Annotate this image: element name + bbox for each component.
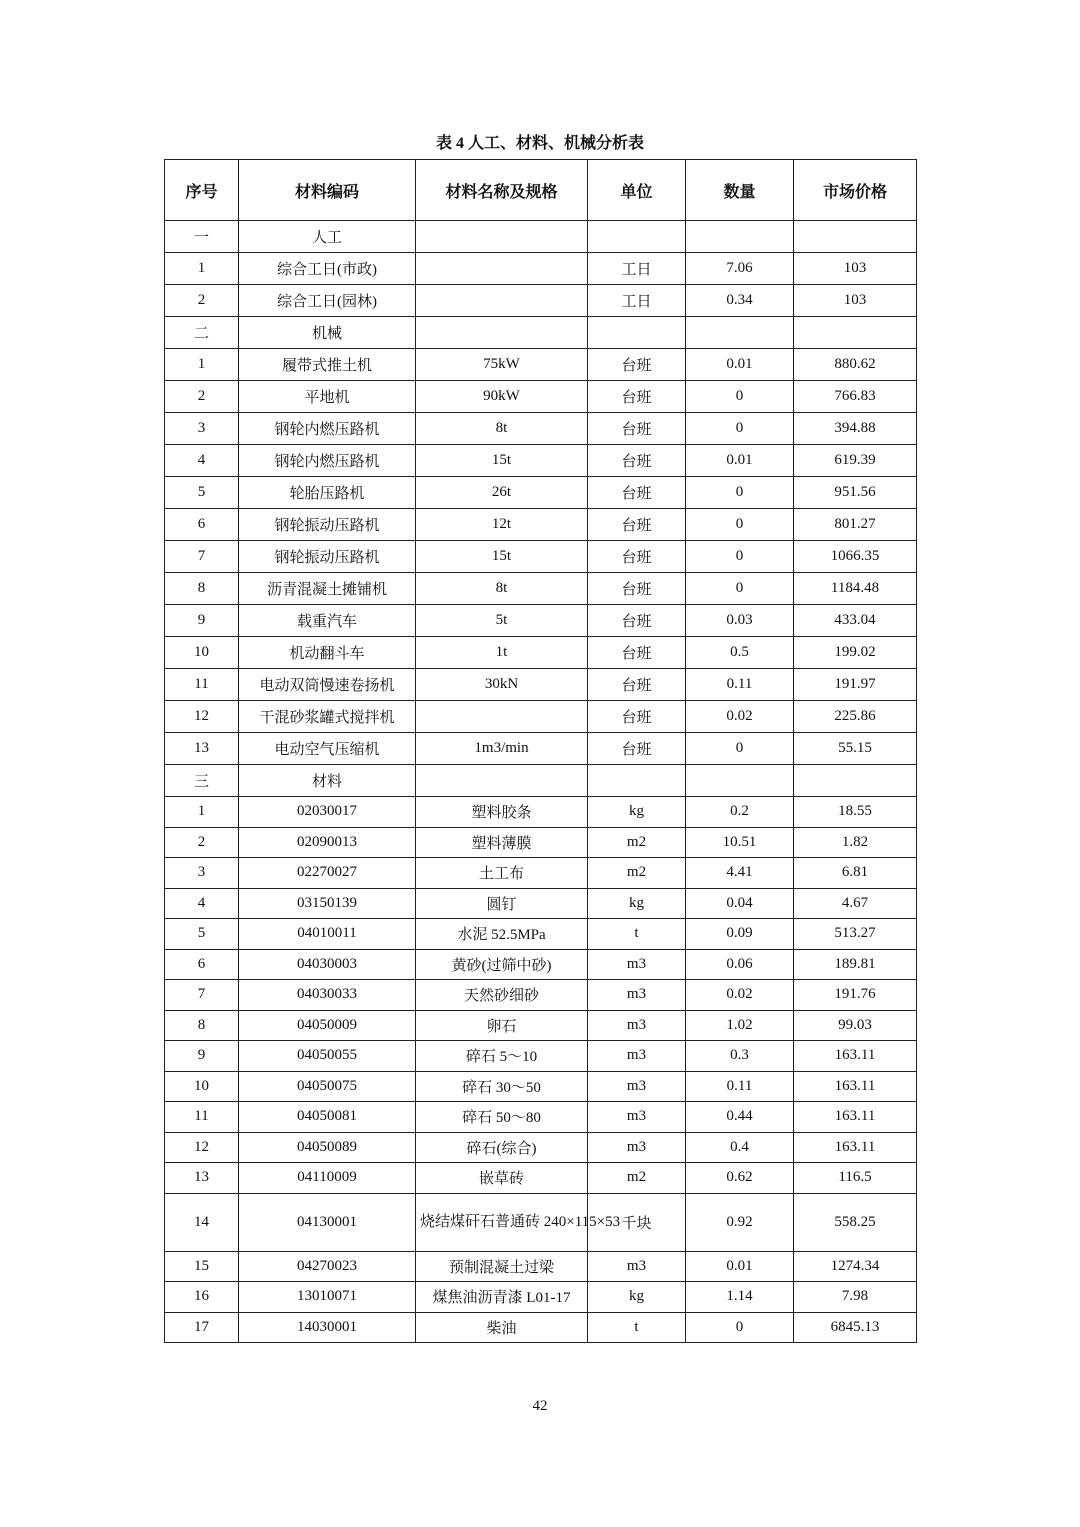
cell-name: 天然砂细砂 xyxy=(416,980,588,1011)
cell-code: 04030033 xyxy=(239,980,416,1011)
table-row xyxy=(165,919,917,950)
cell-name: 塑料薄膜 xyxy=(416,827,588,858)
cell-index: 10 xyxy=(165,1071,239,1102)
cell-quantity: 1.14 xyxy=(686,1282,794,1313)
cell-code: 04050009 xyxy=(239,1010,416,1041)
cell-code: 04270023 xyxy=(239,1251,416,1282)
cell-price: 513.27 xyxy=(794,919,917,950)
cell-quantity: 0.01 xyxy=(686,349,794,381)
cell-unit: m3 xyxy=(588,1132,686,1163)
cell-unit: 台班 xyxy=(588,509,686,541)
cell-code: 综合工日(市政) xyxy=(239,253,416,285)
header-index: 序号 xyxy=(165,160,239,221)
cell-name: 烧结煤矸石普通砖 240×115×53 xyxy=(416,1193,588,1251)
cell-code: 04050075 xyxy=(239,1071,416,1102)
cell-quantity: 0.62 xyxy=(686,1163,794,1194)
table-row xyxy=(165,858,917,889)
cell-name: 8t xyxy=(416,573,588,605)
cell-code: 平地机 xyxy=(239,381,416,413)
cell-price: 951.56 xyxy=(794,477,917,509)
cell-unit: 台班 xyxy=(588,733,686,765)
cell-price: 6.81 xyxy=(794,858,917,889)
cell-index: 7 xyxy=(165,980,239,1011)
cell-name xyxy=(416,701,588,733)
cell-name: 30kN xyxy=(416,669,588,701)
cell-name: 碎石 5～10 xyxy=(416,1041,588,1072)
cell-unit: m3 xyxy=(588,980,686,1011)
cell-price: 103 xyxy=(794,253,917,285)
cell-code: 钢轮振动压路机 xyxy=(239,541,416,573)
cell-index: 1 xyxy=(165,797,239,828)
cell-price: 1.82 xyxy=(794,827,917,858)
cell-unit: m3 xyxy=(588,1102,686,1133)
cell-index: 一 xyxy=(165,221,239,253)
table-row xyxy=(165,701,917,733)
cell-price: 18.55 xyxy=(794,797,917,828)
cell-price: 116.5 xyxy=(794,1163,917,1194)
cell-index: 13 xyxy=(165,733,239,765)
table-row xyxy=(165,1193,917,1251)
cell-code: 04010011 xyxy=(239,919,416,950)
table-row xyxy=(165,1071,917,1102)
header-market-price: 市场价格 xyxy=(794,160,917,221)
cell-name: 15t xyxy=(416,445,588,477)
cell-name: 26t xyxy=(416,477,588,509)
table-row xyxy=(165,827,917,858)
table-row xyxy=(165,797,917,828)
cell-code: 03150139 xyxy=(239,888,416,919)
cell-name: 柴油 xyxy=(416,1312,588,1343)
cell-code: 02270027 xyxy=(239,858,416,889)
cell-price: 103 xyxy=(794,285,917,317)
cell-index: 2 xyxy=(165,285,239,317)
cell-name: 圆钉 xyxy=(416,888,588,919)
cell-price: 191.97 xyxy=(794,669,917,701)
cell-price: 766.83 xyxy=(794,381,917,413)
cell-code: 机动翻斗车 xyxy=(239,637,416,669)
cell-unit: m2 xyxy=(588,858,686,889)
cell-code: 13010071 xyxy=(239,1282,416,1313)
header-name-spec: 材料名称及规格 xyxy=(416,160,588,221)
table-row xyxy=(165,949,917,980)
header-unit: 单位 xyxy=(588,160,686,221)
cell-price: 163.11 xyxy=(794,1102,917,1133)
cell-unit: m3 xyxy=(588,1251,686,1282)
cell-unit xyxy=(588,317,686,349)
cell-quantity: 0.44 xyxy=(686,1102,794,1133)
cell-unit: 台班 xyxy=(588,381,686,413)
cell-unit: 千块 xyxy=(588,1193,686,1251)
table-row xyxy=(165,445,917,477)
cell-price: 225.86 xyxy=(794,701,917,733)
cell-index: 3 xyxy=(165,413,239,445)
table-row xyxy=(165,1132,917,1163)
cell-unit: m2 xyxy=(588,1163,686,1194)
cell-price: 191.76 xyxy=(794,980,917,1011)
cell-name: 8t xyxy=(416,413,588,445)
cell-quantity: 4.41 xyxy=(686,858,794,889)
cell-price: 801.27 xyxy=(794,509,917,541)
cell-unit: kg xyxy=(588,1282,686,1313)
cell-code: 钢轮内燃压路机 xyxy=(239,413,416,445)
cell-code: 材料 xyxy=(239,765,416,797)
cell-unit: 台班 xyxy=(588,573,686,605)
cell-price: 880.62 xyxy=(794,349,917,381)
cell-code: 载重汽车 xyxy=(239,605,416,637)
cell-index: 三 xyxy=(165,765,239,797)
cell-quantity: 0.3 xyxy=(686,1041,794,1072)
cell-unit: 台班 xyxy=(588,605,686,637)
table-row xyxy=(165,573,917,605)
cell-index: 1 xyxy=(165,253,239,285)
cell-quantity: 0.09 xyxy=(686,919,794,950)
cell-index: 4 xyxy=(165,888,239,919)
cell-index: 9 xyxy=(165,605,239,637)
cell-code: 02030017 xyxy=(239,797,416,828)
cell-unit: kg xyxy=(588,797,686,828)
cell-name: 75kW xyxy=(416,349,588,381)
cell-quantity: 0.11 xyxy=(686,1071,794,1102)
table-row xyxy=(165,221,917,253)
cell-index: 14 xyxy=(165,1193,239,1251)
cell-quantity: 0.2 xyxy=(686,797,794,828)
cell-quantity: 0.06 xyxy=(686,949,794,980)
table-row xyxy=(165,980,917,1011)
table-row xyxy=(165,888,917,919)
cell-quantity: 0.34 xyxy=(686,285,794,317)
table-row xyxy=(165,413,917,445)
cell-index: 2 xyxy=(165,381,239,413)
cell-code: 干混砂浆罐式搅拌机 xyxy=(239,701,416,733)
cell-price: 1066.35 xyxy=(794,541,917,573)
cell-code: 履带式推土机 xyxy=(239,349,416,381)
cell-unit: 台班 xyxy=(588,701,686,733)
cell-price: 7.98 xyxy=(794,1282,917,1313)
table-row xyxy=(165,1010,917,1041)
cell-unit: m2 xyxy=(588,827,686,858)
cell-code: 机械 xyxy=(239,317,416,349)
cell-unit: t xyxy=(588,1312,686,1343)
cell-name: 1t xyxy=(416,637,588,669)
table-row xyxy=(165,509,917,541)
cell-quantity: 0 xyxy=(686,573,794,605)
cell-price: 619.39 xyxy=(794,445,917,477)
cell-name: 塑料胶条 xyxy=(416,797,588,828)
cell-code: 沥青混凝土摊铺机 xyxy=(239,573,416,605)
cell-unit: 台班 xyxy=(588,669,686,701)
cell-quantity: 0.02 xyxy=(686,701,794,733)
table-row xyxy=(165,733,917,765)
cell-code: 02090013 xyxy=(239,827,416,858)
cell-name: 碎石 50～80 xyxy=(416,1102,588,1133)
cell-code: 04110009 xyxy=(239,1163,416,1194)
cell-price: 189.81 xyxy=(794,949,917,980)
cell-index: 11 xyxy=(165,1102,239,1133)
cell-index: 5 xyxy=(165,919,239,950)
cell-name: 90kW xyxy=(416,381,588,413)
cell-code: 04050055 xyxy=(239,1041,416,1072)
table-row xyxy=(165,1163,917,1194)
cell-unit: m3 xyxy=(588,1041,686,1072)
cell-price xyxy=(794,221,917,253)
cell-index: 6 xyxy=(165,949,239,980)
cell-code: 人工 xyxy=(239,221,416,253)
cell-index: 3 xyxy=(165,858,239,889)
cell-quantity: 0.01 xyxy=(686,445,794,477)
cell-code: 综合工日(园林) xyxy=(239,285,416,317)
cell-unit: 台班 xyxy=(588,445,686,477)
cell-index: 5 xyxy=(165,477,239,509)
cell-quantity: 0 xyxy=(686,509,794,541)
cell-price: 163.11 xyxy=(794,1132,917,1163)
cell-index: 17 xyxy=(165,1312,239,1343)
cell-quantity: 0 xyxy=(686,381,794,413)
cell-unit: 台班 xyxy=(588,477,686,509)
cell-name xyxy=(416,221,588,253)
cell-name: 预制混凝土过梁 xyxy=(416,1251,588,1282)
cell-name: 5t xyxy=(416,605,588,637)
cell-code: 钢轮振动压路机 xyxy=(239,509,416,541)
table-row xyxy=(165,1282,917,1313)
table-title: 表 4 人工、材料、机械分析表 xyxy=(435,135,644,152)
cell-code: 电动双筒慢速卷扬机 xyxy=(239,669,416,701)
cell-index: 二 xyxy=(165,317,239,349)
cell-code: 04050081 xyxy=(239,1102,416,1133)
table-row xyxy=(165,253,917,285)
cell-unit: 工日 xyxy=(588,253,686,285)
cell-price: 433.04 xyxy=(794,605,917,637)
cell-price: 6845.13 xyxy=(794,1312,917,1343)
cell-index: 15 xyxy=(165,1251,239,1282)
cell-index: 12 xyxy=(165,701,239,733)
cell-quantity xyxy=(686,221,794,253)
cell-index: 7 xyxy=(165,541,239,573)
cell-name: 碎石(综合) xyxy=(416,1132,588,1163)
cell-name: 煤焦油沥青漆 L01-17 xyxy=(416,1282,588,1313)
cell-quantity: 0.92 xyxy=(686,1193,794,1251)
cell-quantity: 10.51 xyxy=(686,827,794,858)
cell-quantity: 0 xyxy=(686,733,794,765)
cell-unit: 台班 xyxy=(588,349,686,381)
cell-quantity: 0.04 xyxy=(686,888,794,919)
table-row xyxy=(165,1312,917,1343)
cell-index: 12 xyxy=(165,1132,239,1163)
cell-code: 电动空气压缩机 xyxy=(239,733,416,765)
cell-price: 1184.48 xyxy=(794,573,917,605)
cell-index: 6 xyxy=(165,509,239,541)
cell-quantity: 0.03 xyxy=(686,605,794,637)
cell-name: 15t xyxy=(416,541,588,573)
table-row xyxy=(165,381,917,413)
cell-quantity: 0 xyxy=(686,541,794,573)
cell-unit xyxy=(588,221,686,253)
cell-name: 1m3/min xyxy=(416,733,588,765)
cell-index: 2 xyxy=(165,827,239,858)
cell-price: 55.15 xyxy=(794,733,917,765)
table-row xyxy=(165,605,917,637)
cell-name: 水泥 52.5MPa xyxy=(416,919,588,950)
cell-price: 99.03 xyxy=(794,1010,917,1041)
table-header-row xyxy=(165,160,917,221)
cell-name xyxy=(416,285,588,317)
cell-unit: 台班 xyxy=(588,637,686,669)
page-number: 42 xyxy=(532,1398,548,1414)
cell-name xyxy=(416,765,588,797)
cell-quantity: 0 xyxy=(686,477,794,509)
cell-name: 卵石 xyxy=(416,1010,588,1041)
cell-name: 12t xyxy=(416,509,588,541)
cell-quantity: 0.5 xyxy=(686,637,794,669)
cell-quantity xyxy=(686,317,794,349)
cell-quantity: 0 xyxy=(686,413,794,445)
cell-quantity: 0.02 xyxy=(686,980,794,1011)
cell-unit: t xyxy=(588,919,686,950)
table-row xyxy=(165,285,917,317)
cell-name xyxy=(416,253,588,285)
header-quantity: 数量 xyxy=(686,160,794,221)
cell-index: 9 xyxy=(165,1041,239,1072)
cell-quantity: 0.01 xyxy=(686,1251,794,1282)
cell-index: 8 xyxy=(165,1010,239,1041)
cell-index: 16 xyxy=(165,1282,239,1313)
table-row xyxy=(165,317,917,349)
cell-price: 4.67 xyxy=(794,888,917,919)
cell-index: 13 xyxy=(165,1163,239,1194)
cell-price: 163.11 xyxy=(794,1071,917,1102)
cell-price: 199.02 xyxy=(794,637,917,669)
table-row xyxy=(165,1041,917,1072)
analysis-table xyxy=(164,159,917,1343)
table-row xyxy=(165,1251,917,1282)
cell-code: 04050089 xyxy=(239,1132,416,1163)
cell-name xyxy=(416,317,588,349)
table-row xyxy=(165,669,917,701)
table-row xyxy=(165,541,917,573)
cell-quantity: 0 xyxy=(686,1312,794,1343)
cell-unit: m3 xyxy=(588,949,686,980)
cell-quantity xyxy=(686,765,794,797)
cell-code: 轮胎压路机 xyxy=(239,477,416,509)
cell-quantity: 0.11 xyxy=(686,669,794,701)
cell-name: 土工布 xyxy=(416,858,588,889)
table-row xyxy=(165,477,917,509)
cell-index: 11 xyxy=(165,669,239,701)
cell-index: 1 xyxy=(165,349,239,381)
cell-price: 163.11 xyxy=(794,1041,917,1072)
cell-unit: m3 xyxy=(588,1071,686,1102)
cell-quantity: 0.4 xyxy=(686,1132,794,1163)
cell-unit xyxy=(588,765,686,797)
cell-price: 1274.34 xyxy=(794,1251,917,1282)
cell-quantity: 7.06 xyxy=(686,253,794,285)
cell-unit: 工日 xyxy=(588,285,686,317)
cell-price xyxy=(794,317,917,349)
cell-name: 碎石 30～50 xyxy=(416,1071,588,1102)
cell-price: 394.88 xyxy=(794,413,917,445)
cell-code: 04130001 xyxy=(239,1193,416,1251)
cell-index: 8 xyxy=(165,573,239,605)
cell-unit: m3 xyxy=(588,1010,686,1041)
cell-code: 钢轮内燃压路机 xyxy=(239,445,416,477)
table-row xyxy=(165,637,917,669)
cell-index: 10 xyxy=(165,637,239,669)
cell-unit: 台班 xyxy=(588,541,686,573)
table-row xyxy=(165,349,917,381)
cell-price: 558.25 xyxy=(794,1193,917,1251)
cell-quantity: 1.02 xyxy=(686,1010,794,1041)
cell-code: 04030003 xyxy=(239,949,416,980)
table-row xyxy=(165,1102,917,1133)
table-row xyxy=(165,765,917,797)
cell-name: 嵌草砖 xyxy=(416,1163,588,1194)
cell-price xyxy=(794,765,917,797)
cell-index: 4 xyxy=(165,445,239,477)
cell-name: 黄砂(过筛中砂) xyxy=(416,949,588,980)
cell-unit: kg xyxy=(588,888,686,919)
cell-code: 14030001 xyxy=(239,1312,416,1343)
header-code: 材料编码 xyxy=(239,160,416,221)
cell-unit: 台班 xyxy=(588,413,686,445)
